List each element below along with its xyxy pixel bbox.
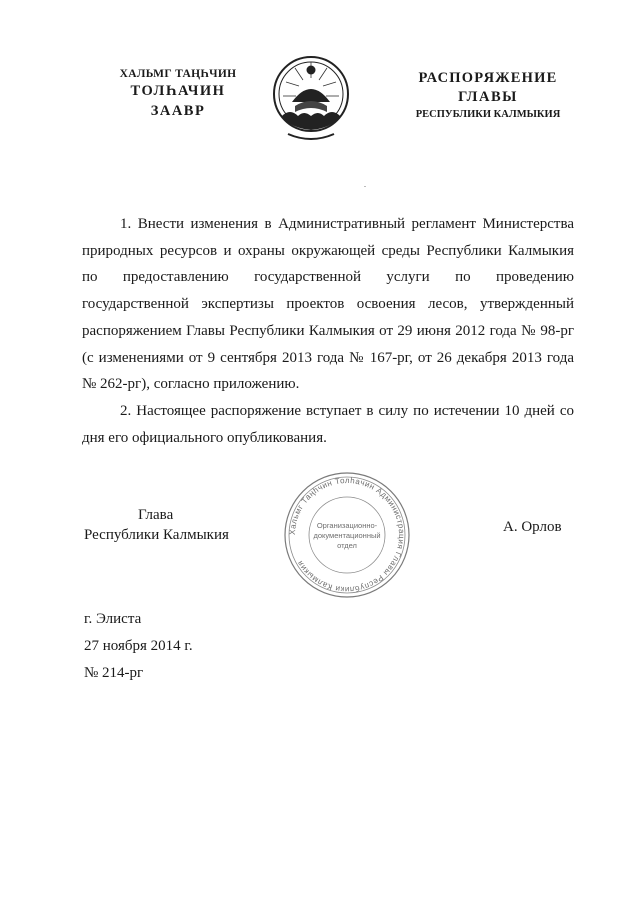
stamp-inner-line2: документационный [313, 531, 381, 540]
document-body [82, 211, 574, 451]
header-left-line3: ЗААВР [150, 103, 206, 119]
coat-of-arms-kalmykia-icon [270, 48, 352, 144]
footer-city: г. Элиста [84, 611, 142, 627]
signature-title [84, 505, 244, 545]
stamp-inner-line1: Организационно- [316, 521, 378, 530]
header-left-line1: ХАЛЬМГ ТАҢҺЧИН [119, 68, 237, 80]
footer-date: 27 ноября 2014 г. [84, 638, 193, 654]
official-stamp-icon [282, 470, 412, 600]
stamp-inner-line3: отдел [337, 541, 357, 550]
header-right-line1: РАСПОРЯЖЕНИЕ [418, 70, 558, 86]
header-right-line2: ГЛАВЫ [458, 89, 518, 105]
header-right-line3: РЕСПУБЛИКИ КАЛМЫКИЯ [415, 109, 561, 120]
document-footer [84, 606, 193, 687]
scan-speck [364, 186, 366, 187]
signature-title-line2: Республики Калмыкия [84, 527, 229, 543]
header-left-line2: ТОЛҺАЧИН [130, 83, 226, 99]
paragraph-1: 1. Внести изменения в Административный регламент Министерства природных ресурсов и охраны окружающей среды Республики Калмыкия по предоставлению государственной услуги по проведению государственной экспертизы проектов освоения лесов, утвержденный распоряжением Главы Республики Калмыкия от 29 июня 2012 года № 98-рг (с изменениями от 9 сентября 2013 года № 167-рг, от 26 декабря 2013 года № 262-рг), согласно приложению. [82, 216, 574, 393]
stamp-outer-text: Хальмг Таңһчин Толһачин Администрация Главы Республики Калмыкия [287, 475, 407, 595]
header-right-block [398, 70, 578, 120]
footer-number: № 214-рг [84, 665, 144, 681]
signature-title-line1: Глава [138, 507, 174, 523]
paragraph-2: 2. Настоящее распоряжение вступает в силу по истечении 10 дней со дня его официального опубликования. [82, 402, 574, 446]
signature-name: А. Орлов [503, 519, 562, 535]
header-left-block [88, 68, 268, 120]
